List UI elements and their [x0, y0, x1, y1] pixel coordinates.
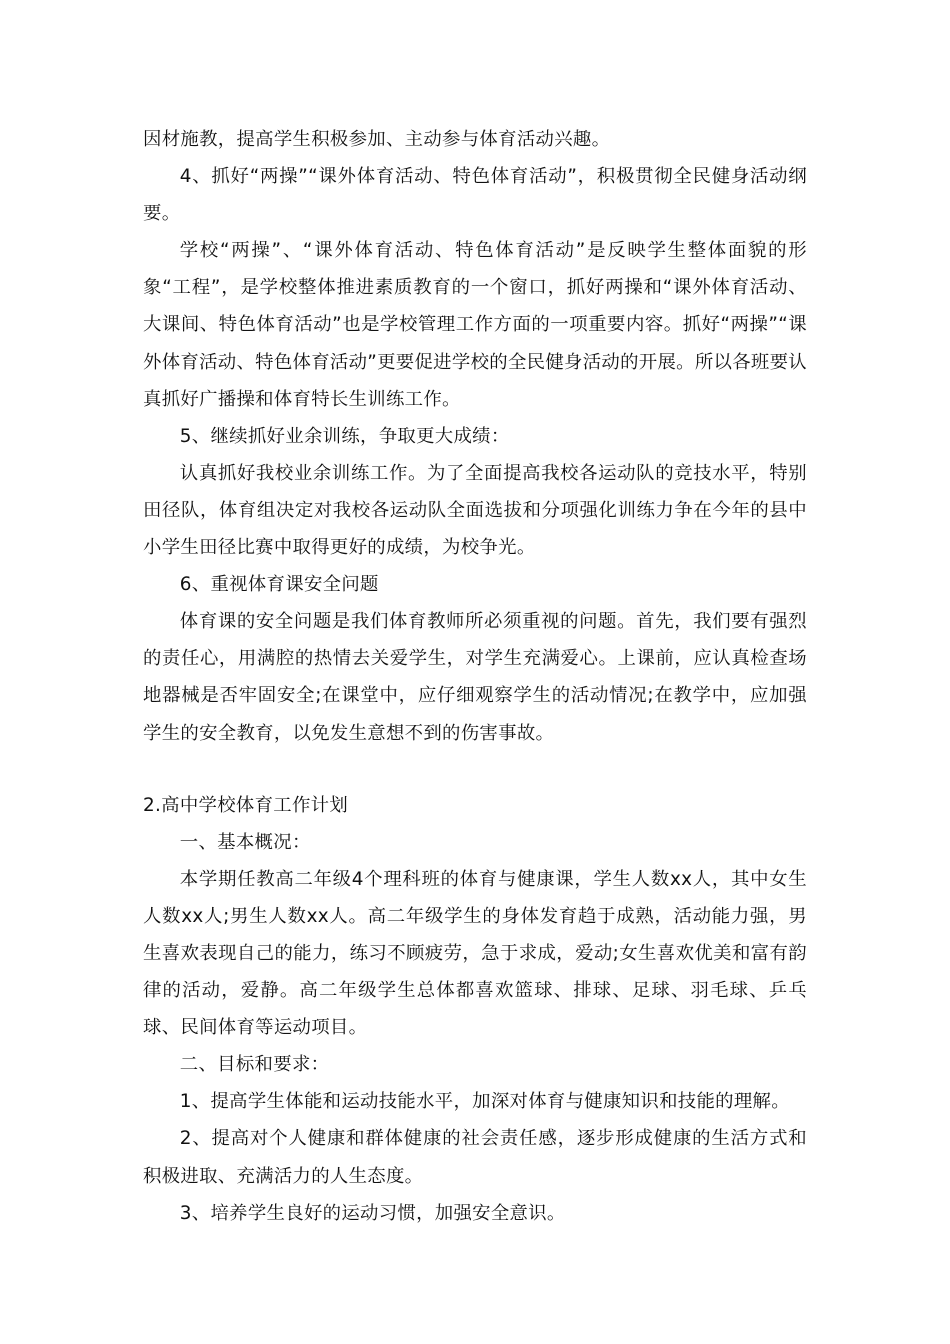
paragraph: 本学期任教高二年级4个理科班的体育与健康课，学生人数xx人，其中女生人数xx人;男生人数xx人。高二年级学生的身体发育趋于成熟，活动能力强，男生喜欢表现自己的能力，练习不顾疲劳，急于求成，爱动;女生喜欢优美和富有韵律的活动，爱静。高二年级学生总体都喜欢篮球、排球、足球、羽毛球、乒乓球、民间体育等运动项目。 — [143, 868, 807, 1039]
paragraph: 1、提高学生体能和运动技能水平，加深对体育与健康知识和技能的理解。 — [179, 1091, 790, 1113]
paragraph: 体育课的安全问题是我们体育教师所必须重视的问题。首先，我们要有强烈的责任心，用满腔的热情去关爱学生，对学生充满爱心。上课前，应认真检查场地器械是否牢固安全;在课堂中，应仔细观察学生的活动情况;在教学中，应加强学生的安全教育，以免发生意想不到的伤害事故。 — [143, 611, 807, 744]
paragraph: 二、目标和要求： — [179, 1054, 330, 1076]
section-heading: 2.高中学校体育工作计划 — [143, 794, 349, 816]
paragraph: 认真抓好我校业余训练工作。为了全面提高我校各运动队的竞技水平，特别田径队，体育组决定对我校各运动队全面选拔和分项强化训练力争在今年的县中小学生田径比赛中取得更好的成绩，为校争光。 — [143, 462, 807, 559]
document-page — [143, 121, 807, 1232]
paragraph: 4、抓好“两操”“课外体育活动、特色体育活动”，积极贯彻全民健身活动纲要。 — [143, 166, 807, 225]
paragraph: 6、重视体育课安全问题 — [179, 574, 379, 596]
paragraph: 一、基本概况： — [179, 831, 311, 853]
paragraph: 2、提高对个人健康和群体健康的社会责任感，逐步形成健康的生活方式和积极进取、充满活力的人生态度。 — [143, 1128, 807, 1187]
section-gap — [143, 752, 807, 787]
paragraph: 5、继续抓好业余训练，争取更大成绩： — [179, 425, 510, 447]
paragraph: 学校“两操”、“课外体育活动、特色体育活动”是反映学生整体面貌的形象“工程”，是学校整体推进素质教育的一个窗口，抓好两操和“课外体育活动、大课间、特色体育活动”也是学校管理工作方面的一项重要内容。抓好“两操”“课外体育活动、特色体育活动”更要促进学校的全民健身活动的开展。所以各班要认真抓好广播操和体育特长生训练工作。 — [143, 240, 808, 410]
paragraph: 3、培养学生良好的运动习惯，加强安全意识。 — [179, 1202, 566, 1224]
paragraph: 因材施教，提高学生积极参加、主动参与体育活动兴趣。 — [143, 129, 611, 150]
